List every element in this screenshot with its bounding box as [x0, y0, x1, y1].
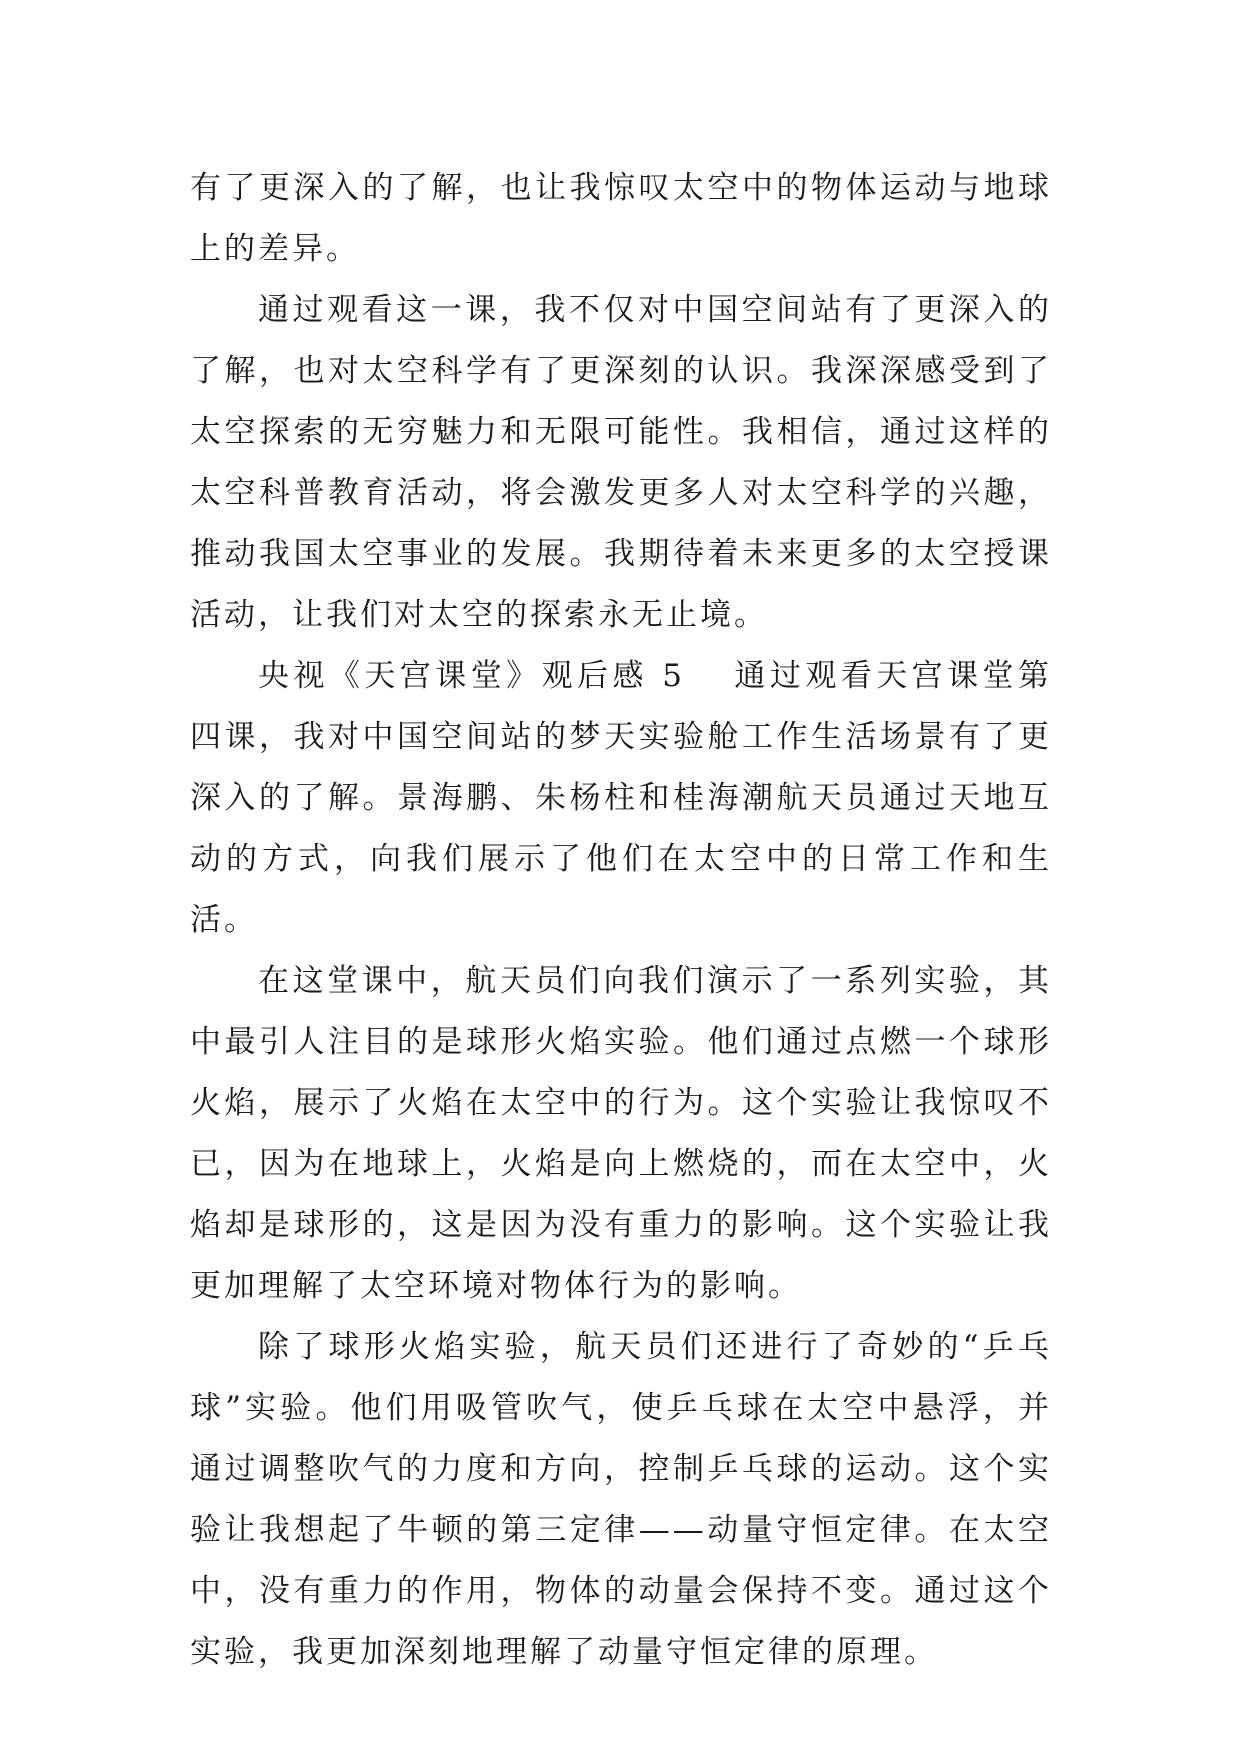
paragraph-3 [190, 646, 1052, 951]
paragraph-5 [190, 1317, 1052, 1683]
document-body [190, 158, 1052, 1683]
paragraph-2-text: 通过观看这一课，我不仅对中国空间站有了更深入的了解，也对太空科学有了更深刻的认识。我深深感受到了太空探索的无穷魅力和无限可能性。我相信，通过这样的太空科普教育活动，将会激发更多人对太空科学的兴趣，推动我国太空事业的发展。我期待着未来更多的太空授课活动，让我们对太空的探索永无止境。 [190, 292, 1052, 633]
paragraph-4 [190, 951, 1052, 1317]
section-title: 央视《天宫课堂》观后感 5 [258, 658, 685, 694]
paragraph-2 [190, 280, 1052, 646]
paragraph-5-text: 除了球形火焰实验，航天员们还进行了奇妙的“乒乓球”实验。他们用吸管吹气，使乒乓球在太空中悬浮，并通过调整吹气的力度和方向，控制乒乓球的运动。这个实验让我想起了牛顿的第三定律——动量守恒定律。在太空中，没有重力的作用，物体的动量会保持不变。通过这个实验，我更加深刻地理解了动量守恒定律的原理。 [190, 1329, 1052, 1670]
paragraph-1 [190, 158, 1052, 280]
paragraph-4-text: 在这堂课中，航天员们向我们演示了一系列实验，其中最引人注目的是球形火焰实验。他们通过点燃一个球形火焰，展示了火焰在太空中的行为。这个实验让我惊叹不已，因为在地球上，火焰是向上燃烧的，而在太空中，火焰却是球形的，这是因为没有重力的影响。这个实验让我更加理解了太空环境对物体行为的影响。 [190, 963, 1052, 1304]
paragraph-1-text: 有了更深入的了解，也让我惊叹太空中的物体运动与地球上的差异。 [190, 170, 1052, 267]
paragraph-3-text: 通过观看天宫课堂第四课，我对中国空间站的梦天实验舱工作生活场景有了更深入的了解。景海鹏、朱杨柱和桂海潮航天员通过天地互动的方式，向我们展示了他们在太空中的日常工作和生活。 [190, 658, 1053, 938]
